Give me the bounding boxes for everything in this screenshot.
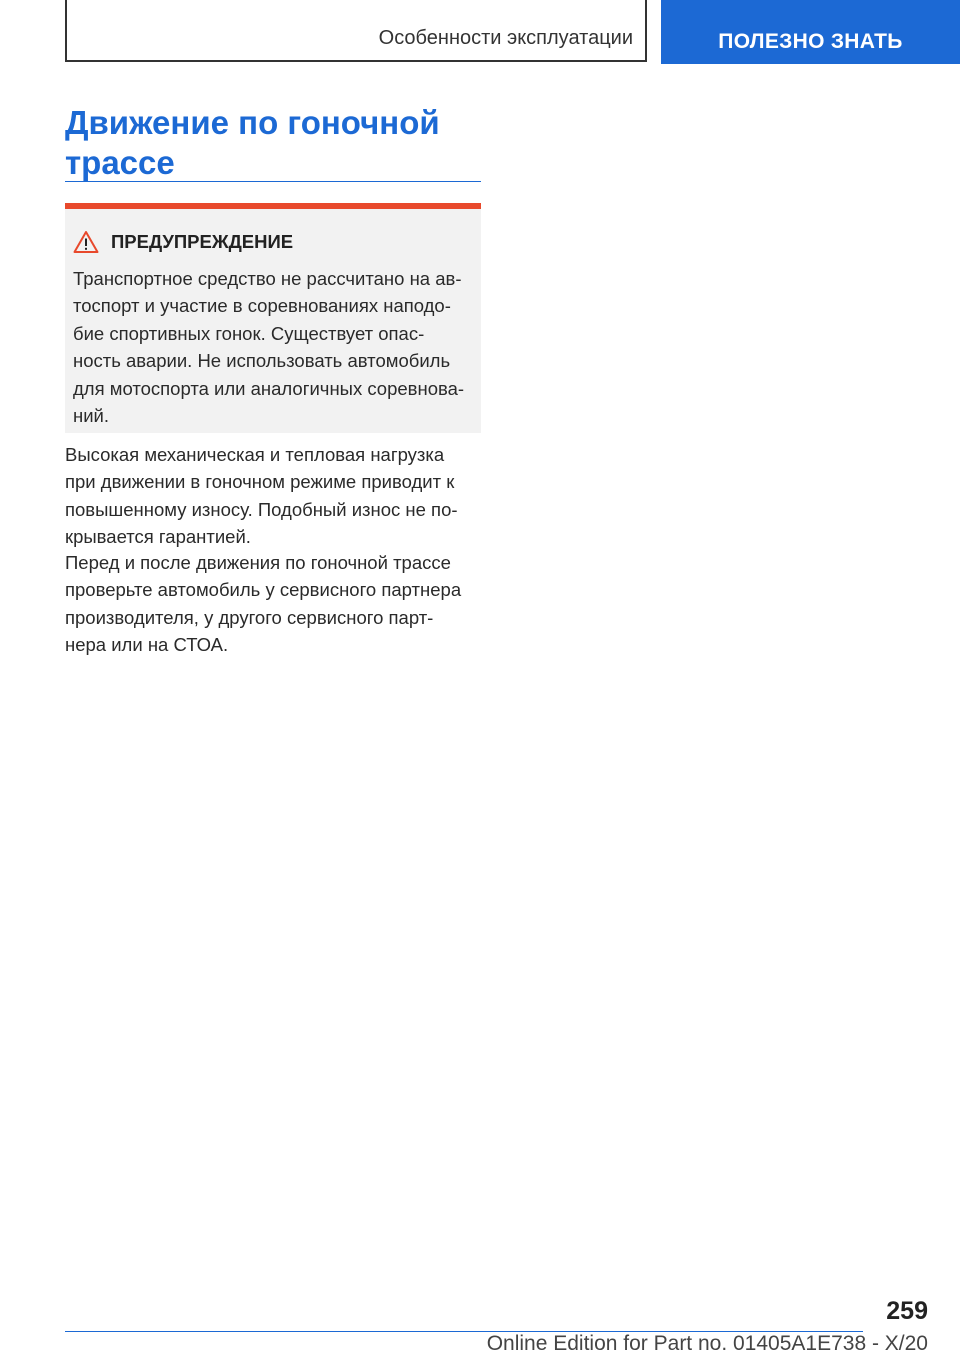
warning-line: для мотоспорта или аналогичных соревнова‐ [73, 377, 465, 399]
paragraph-line: нера или на СТОА. [65, 634, 229, 656]
body-paragraph [65, 441, 485, 551]
warning-line: ний. [73, 405, 110, 427]
paragraph-line: крывается гарантией. [65, 526, 251, 548]
page-title-line: Движение по гоночной [65, 104, 440, 141]
warning-header [73, 230, 293, 254]
warning-line: бие спортивных гонок. Существует опас‐ [73, 322, 425, 344]
header-section-label: Особенности эксплуатации [378, 27, 633, 49]
paragraph-line: производителя, у другого сервисного парт‐ [65, 606, 434, 628]
page-number: 259 [886, 1297, 928, 1325]
warning-box [65, 203, 481, 433]
page-title [65, 103, 481, 183]
warning-label: ПРЕДУПРЕЖДЕНИЕ [111, 231, 294, 252]
body-paragraph [65, 549, 485, 659]
warning-triangle-icon [73, 230, 99, 254]
warning-text [73, 265, 475, 429]
warning-line: тоспорт и участие в соревнованиях наподо‐ [73, 295, 451, 317]
footer-edition-text: Online Edition for Part no. 01405A1E738 - X/20 [486, 1332, 928, 1355]
paragraph-line: повышенному износу. Подобный износ не по‐ [65, 498, 458, 520]
paragraph-line: Высокая механическая и тепловая нагрузка [65, 444, 445, 465]
page-title-line: трассе [65, 144, 175, 181]
paragraph-line: при движении в гоночном режиме приводит к [65, 471, 455, 493]
warning-line: ность аварии. Не использовать автомобиль [73, 350, 451, 372]
header-chapter-label: ПОЛЕЗНО ЗНАТЬ [718, 30, 903, 53]
warning-line: Транспортное средство не рассчитано на ав‐ [73, 268, 462, 289]
paragraph-line: проверьте автомобиль у сервисного партнера [65, 579, 462, 601]
title-divider [65, 181, 481, 182]
header-chapter-tab [661, 0, 960, 64]
paragraph-line: Перед и после движения по гоночной трассе [65, 552, 451, 573]
header-section-tab [65, 0, 647, 62]
